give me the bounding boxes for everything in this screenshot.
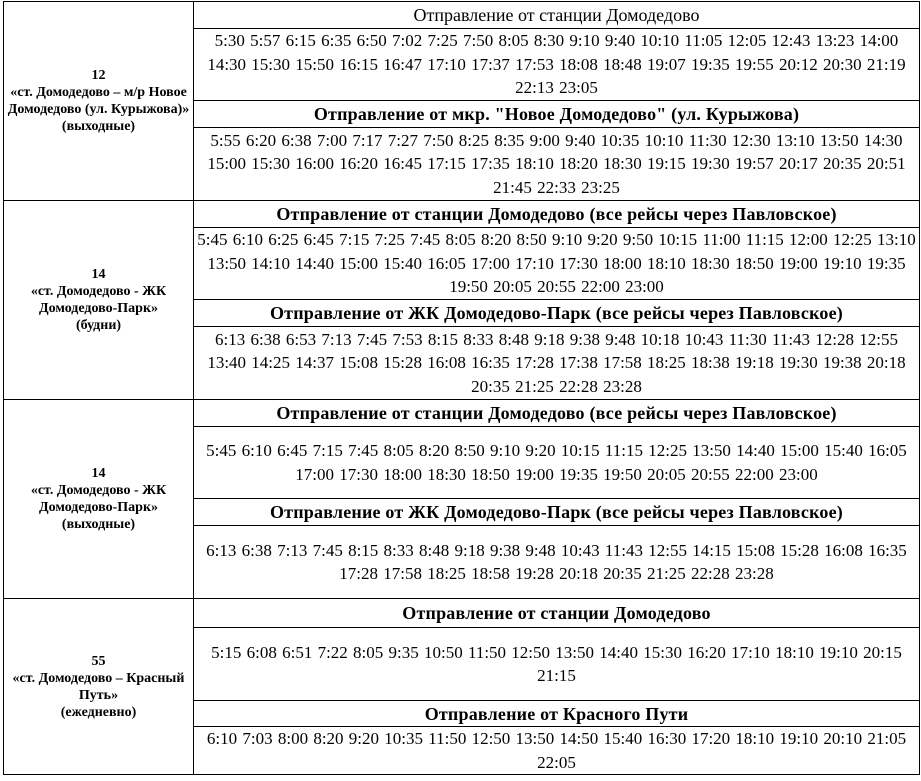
direction-header: Отправление от Красного Пути — [194, 701, 920, 727]
route-cell — [4, 201, 194, 400]
route-cell — [4, 2, 194, 201]
departure-times: 5:45 6:10 6:45 7:15 7:45 8:05 8:20 8:50 9:10 9:20 10:15 11:15 12:25 13:50 14:40 15:00 15:40 16:05 17:00 17:30 18:00 18:30 18:50 19:00 19:35 19:50 20:05 20:55 22:00 23:00 — [194, 426, 920, 499]
direction-header: Отправление от мкр. "Новое Домодедово" (ул. Курыжова) — [194, 101, 920, 128]
direction-header: Отправление от станции Домодедово — [194, 2, 920, 29]
departure-times: 5:55 6:20 6:38 7:00 7:17 7:27 7:50 8:25 8:35 9:00 9:40 10:35 10:10 11:30 12:30 13:10 13:50 14:30 15:00 15:30 16:00 16:20 16:45 17:15 17:35 18:10 18:20 18:30 19:15 19:30 19:57 20:17 20:35 20:51 21:45 22:33 23:25 — [194, 128, 920, 201]
route-number: 12 — [91, 68, 106, 83]
direction-header: Отправление от станции Домодедово (все рейсы через Павловское) — [194, 400, 920, 427]
direction-header: Отправление от станции Домодедово — [194, 599, 920, 628]
departure-times: 6:10 7:03 8:00 8:20 9:20 10:35 11:50 12:50 13:50 14:50 15:40 16:30 17:20 18:10 19:10 20:10 21:05 22:05 — [194, 727, 920, 775]
route-schedule-type: (будни) — [75, 318, 122, 333]
route-schedule-type: (выходные) — [61, 517, 136, 532]
route-name: «ст. Домодедово - ЖК Домодедово-Парк» — [30, 284, 167, 316]
departure-times: 6:13 6:38 7:13 7:45 8:15 8:33 8:48 9:18 9:38 9:48 10:43 11:43 12:55 14:15 15:08 15:28 16:08 16:35 17:28 17:58 18:25 18:58 19:28 20:18 20:35 21:25 22:28 23:28 — [194, 526, 920, 599]
departure-times: 5:30 5:57 6:15 6:35 6:50 7:02 7:25 7:50 8:05 8:30 9:10 9:40 10:10 11:05 12:05 12:43 13:23 14:00 14:30 15:30 15:50 16:15 16:47 17:10 17:37 17:53 18:08 18:48 19:07 19:35 19:55 20:12 20:30 21:19 22:13 23:05 — [194, 28, 920, 101]
departure-times: 6:13 6:38 6:53 7:13 7:45 7:53 8:15 8:33 8:48 9:18 9:38 9:48 10:18 10:43 11:30 11:43 12:28 12:55 13:40 14:25 14:37 15:08 15:28 16:08 16:35 17:28 17:38 17:58 18:25 18:38 19:18 19:30 19:38 20:18 20:35 21:25 22:28 23:28 — [194, 327, 920, 400]
departure-times: 5:15 6:08 6:51 7:22 8:05 9:35 10:50 11:50 12:50 13:50 14:40 15:30 16:20 17:10 18:10 19:10 20:15 21:15 — [194, 628, 920, 701]
route-name: «ст. Домодедово - ЖК Домодедово-Парк» — [30, 483, 167, 515]
direction-header: Отправление от ЖК Домодедово-Парк (все рейсы через Павловское) — [194, 300, 920, 327]
route-name: «ст. Домодедово – Красный Путь» — [12, 670, 185, 703]
departure-times: 5:45 6:10 6:25 6:45 7:15 7:25 7:45 8:05 8:20 8:50 9:10 9:20 9:50 10:15 11:00 11:15 12:00 12:25 13:10 13:50 14:10 14:40 15:00 15:40 16:05 17:00 17:10 17:30 18:00 18:10 18:30 18:50 19:00 19:10 19:35 19:50 20:05 20:55 22:00 23:00 — [194, 227, 920, 300]
route-name: «ст. Домодедово – м/р Новое Домодедово (ул. Курыжова)» — [7, 85, 190, 117]
route-number: 14 — [91, 267, 106, 282]
route-number: 55 — [91, 653, 106, 669]
route-number: 14 — [91, 466, 106, 481]
schedule-table — [3, 1, 920, 775]
route-cell — [4, 400, 194, 599]
route-schedule-type: (ежедневно) — [60, 704, 137, 720]
route-schedule-type: (выходные) — [61, 119, 136, 134]
direction-header: Отправление от ЖК Домодедово-Парк (все рейсы через Павловское) — [194, 499, 920, 526]
route-cell — [4, 599, 194, 775]
direction-header: Отправление от станции Домодедово (все рейсы через Павловское) — [194, 201, 920, 228]
route-12-row-header-1 — [4, 2, 920, 29]
